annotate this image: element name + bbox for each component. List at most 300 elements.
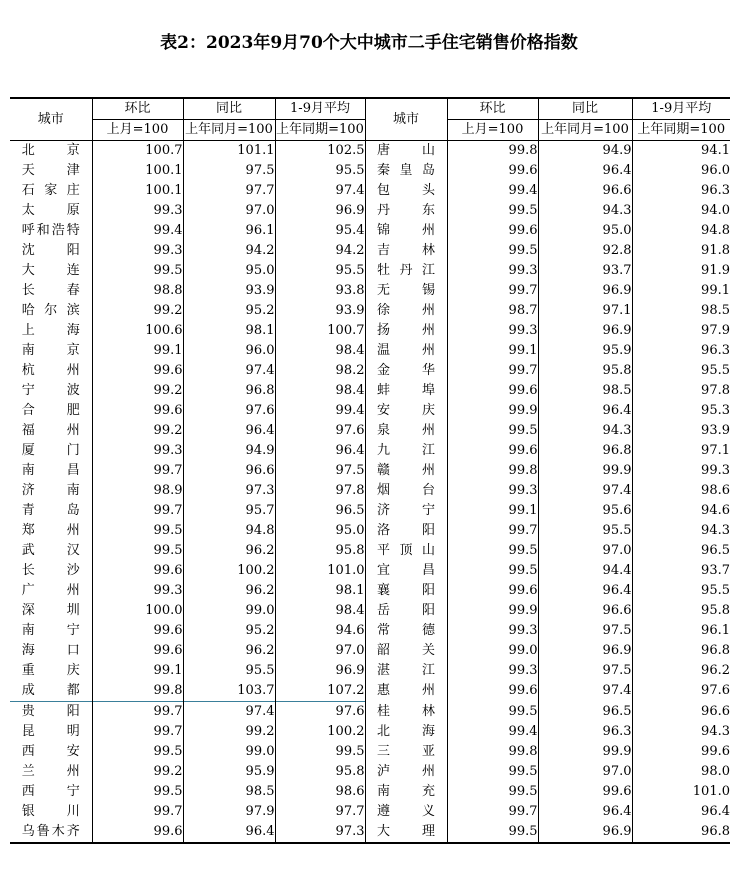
ytd-value: 94.3	[632, 722, 730, 742]
mom-value: 99.6	[447, 681, 538, 702]
city-cell	[10, 782, 92, 802]
mom-value: 99.5	[447, 782, 538, 802]
city-cell	[10, 661, 92, 681]
yoy-value: 94.3	[538, 421, 632, 441]
ytd-value: 95.8	[275, 541, 365, 561]
yoy-value: 97.0	[183, 201, 275, 221]
city-name: 济南	[21, 483, 80, 498]
mom-value: 99.5	[447, 762, 538, 782]
city-name: 杭州	[21, 363, 80, 378]
city-name: 贵阳	[21, 704, 80, 719]
ytd-value: 100.2	[275, 722, 365, 742]
yoy-value: 96.8	[538, 441, 632, 461]
city-cell	[10, 141, 92, 162]
city-name: 西安	[21, 744, 80, 759]
city-cell	[10, 501, 92, 521]
mom-value: 98.7	[447, 301, 538, 321]
yoy-value: 95.8	[538, 361, 632, 381]
city-name: 韶关	[377, 643, 435, 658]
mom-value: 99.4	[447, 181, 538, 201]
yoy-value: 96.4	[538, 161, 632, 181]
ytd-value: 98.4	[275, 341, 365, 361]
city-cell	[10, 641, 92, 661]
city-name: 洛阳	[377, 523, 435, 538]
table-row	[10, 301, 730, 321]
yoy-value: 96.9	[538, 822, 632, 843]
city-name: 泸州	[377, 764, 435, 779]
city-cell	[365, 822, 447, 843]
yoy-value: 97.3	[183, 481, 275, 501]
city-cell	[365, 361, 447, 381]
ytd-value: 102.5	[275, 141, 365, 162]
mom-value: 99.5	[92, 541, 183, 561]
city-cell	[365, 621, 447, 641]
city-cell	[365, 762, 447, 782]
ytd-value: 107.2	[275, 681, 365, 702]
yoy-value: 93.7	[538, 261, 632, 281]
yoy-value: 96.2	[183, 541, 275, 561]
yoy-header-right: 同比	[538, 98, 632, 120]
mom-value: 99.8	[447, 742, 538, 762]
yoy-value: 94.3	[538, 201, 632, 221]
table-row	[10, 161, 730, 181]
mom-value: 99.2	[92, 381, 183, 401]
city-cell	[365, 581, 447, 601]
ytd-value: 97.6	[275, 702, 365, 723]
mom-value: 99.8	[92, 681, 183, 702]
city-name: 兰州	[21, 764, 80, 779]
city-cell	[365, 742, 447, 762]
city-cell	[10, 722, 92, 742]
table-row	[10, 221, 730, 241]
city-cell	[365, 722, 447, 742]
table-row	[10, 702, 730, 723]
ytd-value: 99.6	[632, 742, 730, 762]
ytd-value: 97.7	[275, 802, 365, 822]
city-cell	[365, 461, 447, 481]
yoy-value: 98.5	[183, 782, 275, 802]
city-name: 福州	[21, 423, 80, 438]
yoy-value: 99.2	[183, 722, 275, 742]
city-name: 南昌	[21, 463, 80, 478]
ytd-value: 95.3	[632, 401, 730, 421]
city-cell	[365, 782, 447, 802]
mom-value: 99.3	[447, 261, 538, 281]
ytd-value: 96.6	[632, 702, 730, 723]
yoy-value: 96.4	[538, 401, 632, 421]
ytd-value: 98.2	[275, 361, 365, 381]
table-row	[10, 481, 730, 501]
table-row	[10, 181, 730, 201]
city-cell	[10, 421, 92, 441]
table-row	[10, 601, 730, 621]
yoy-subheader-right: 上年同月=100	[538, 120, 632, 141]
city-cell	[10, 341, 92, 361]
yoy-subheader-left: 上年同月=100	[183, 120, 275, 141]
ytd-value: 97.0	[275, 641, 365, 661]
city-cell	[10, 802, 92, 822]
ytd-value: 93.9	[275, 301, 365, 321]
city-cell	[365, 481, 447, 501]
table-row	[10, 261, 730, 281]
city-cell	[10, 361, 92, 381]
table-row	[10, 681, 730, 702]
city-cell	[10, 201, 92, 221]
city-name: 安庆	[377, 403, 435, 418]
mom-value: 99.5	[447, 541, 538, 561]
city-name: 南京	[21, 343, 80, 358]
ytd-value: 96.0	[632, 161, 730, 181]
ytd-value: 95.8	[275, 762, 365, 782]
ytd-value: 98.4	[275, 601, 365, 621]
city-name: 温州	[377, 343, 435, 358]
city-cell	[10, 561, 92, 581]
table-row	[10, 621, 730, 641]
city-cell	[10, 702, 92, 723]
yoy-value: 97.4	[183, 702, 275, 723]
ytd-value: 97.6	[632, 681, 730, 702]
ytd-value: 96.2	[632, 661, 730, 681]
city-cell	[10, 822, 92, 843]
table-row	[10, 782, 730, 802]
city-name: 包头	[377, 183, 435, 198]
city-cell	[10, 621, 92, 641]
yoy-value: 95.9	[183, 762, 275, 782]
city-name: 深圳	[21, 603, 80, 618]
mom-value: 99.8	[447, 461, 538, 481]
city-name: 重庆	[21, 663, 80, 678]
mom-value: 99.5	[447, 822, 538, 843]
city-name: 广州	[21, 583, 80, 598]
mom-value: 99.4	[447, 722, 538, 742]
city-cell	[10, 441, 92, 461]
mom-value: 98.8	[92, 281, 183, 301]
mom-value: 99.3	[447, 481, 538, 501]
yoy-value: 96.6	[538, 181, 632, 201]
ytd-value: 95.4	[275, 221, 365, 241]
city-name: 昆明	[21, 724, 80, 739]
city-cell	[365, 241, 447, 261]
table-row	[10, 141, 730, 162]
city-name: 无锡	[377, 283, 435, 298]
mom-header-left: 环比	[92, 98, 183, 120]
ytd-value: 94.8	[632, 221, 730, 241]
city-cell	[10, 181, 92, 201]
city-name: 襄阳	[377, 583, 435, 598]
ytd-value: 95.5	[275, 261, 365, 281]
city-cell	[10, 521, 92, 541]
ytd-value: 99.4	[275, 401, 365, 421]
ytd-value: 96.4	[632, 802, 730, 822]
yoy-value: 99.9	[538, 461, 632, 481]
yoy-value: 95.5	[183, 661, 275, 681]
city-cell	[365, 321, 447, 341]
yoy-value: 95.0	[183, 261, 275, 281]
city-name: 扬州	[377, 323, 435, 338]
city-name: 合肥	[21, 403, 80, 418]
city-cell	[365, 681, 447, 702]
ytd-value: 96.5	[632, 541, 730, 561]
table-row	[10, 661, 730, 681]
mom-value: 99.6	[447, 441, 538, 461]
city-name: 吉林	[377, 243, 435, 258]
mom-value: 99.7	[447, 521, 538, 541]
yoy-value: 94.2	[183, 241, 275, 261]
city-name: 沈阳	[21, 243, 80, 258]
city-cell	[10, 161, 92, 181]
ytd-header-left: 1-9月平均	[275, 98, 365, 120]
city-cell	[10, 261, 92, 281]
table-row	[10, 201, 730, 221]
mom-value: 99.7	[447, 802, 538, 822]
city-cell	[365, 161, 447, 181]
mom-value: 99.7	[447, 361, 538, 381]
yoy-value: 96.4	[538, 802, 632, 822]
ytd-value: 93.7	[632, 561, 730, 581]
city-name: 南充	[377, 784, 435, 799]
mom-value: 99.1	[92, 341, 183, 361]
city-name: 武汉	[21, 543, 80, 558]
mom-value: 100.7	[92, 141, 183, 162]
ytd-value: 97.8	[275, 481, 365, 501]
yoy-value: 98.1	[183, 321, 275, 341]
city-cell	[365, 221, 447, 241]
mom-value: 99.1	[447, 501, 538, 521]
city-name: 赣州	[377, 463, 435, 478]
ytd-value: 96.3	[632, 181, 730, 201]
yoy-value: 97.5	[183, 161, 275, 181]
ytd-value: 93.9	[632, 421, 730, 441]
mom-value: 99.9	[447, 401, 538, 421]
city-header-left: 城市	[10, 98, 92, 141]
ytd-value: 101.0	[632, 782, 730, 802]
yoy-value: 94.9	[538, 141, 632, 162]
yoy-value: 99.0	[183, 601, 275, 621]
yoy-value: 96.6	[183, 461, 275, 481]
city-cell	[365, 301, 447, 321]
table-row	[10, 581, 730, 601]
city-cell	[10, 301, 92, 321]
city-name: 北京	[21, 143, 80, 158]
city-cell	[365, 141, 447, 162]
city-cell	[10, 281, 92, 301]
mom-value: 99.5	[447, 561, 538, 581]
city-cell	[10, 381, 92, 401]
table-row	[10, 281, 730, 301]
yoy-value: 94.8	[183, 521, 275, 541]
city-name: 北海	[377, 724, 435, 739]
mom-value: 99.6	[92, 361, 183, 381]
mom-value: 99.3	[447, 621, 538, 641]
mom-value: 99.5	[92, 742, 183, 762]
ytd-value: 95.0	[275, 521, 365, 541]
ytd-value: 98.5	[632, 301, 730, 321]
price-index-table	[10, 97, 730, 844]
city-name: 成都	[21, 683, 80, 698]
ytd-value: 97.3	[275, 822, 365, 843]
ytd-value: 99.1	[632, 281, 730, 301]
mom-value: 99.6	[447, 381, 538, 401]
table-row	[10, 321, 730, 341]
yoy-value: 96.4	[183, 822, 275, 843]
city-name: 九江	[377, 443, 435, 458]
mom-value: 100.1	[92, 161, 183, 181]
yoy-value: 95.5	[538, 521, 632, 541]
table-row	[10, 241, 730, 261]
city-cell	[365, 702, 447, 723]
yoy-value: 97.1	[538, 301, 632, 321]
mom-value: 99.2	[92, 301, 183, 321]
ytd-subheader-right: 上年同期=100	[632, 120, 730, 141]
table-row	[10, 742, 730, 762]
city-name: 桂林	[377, 703, 435, 719]
ytd-value: 91.9	[632, 261, 730, 281]
mom-value: 99.5	[92, 261, 183, 281]
table-row	[10, 501, 730, 521]
yoy-value: 96.4	[538, 581, 632, 601]
city-name: 宜昌	[377, 563, 435, 578]
mom-header-right: 环比	[447, 98, 538, 120]
yoy-value: 97.4	[538, 481, 632, 501]
table-row	[10, 401, 730, 421]
city-cell	[10, 461, 92, 481]
mom-value: 99.2	[92, 762, 183, 782]
mom-value: 100.0	[92, 601, 183, 621]
city-cell	[10, 401, 92, 421]
city-name: 蚌埠	[377, 383, 435, 398]
city-name: 惠州	[377, 683, 435, 699]
mom-value: 99.3	[92, 581, 183, 601]
city-name: 哈尔滨	[21, 303, 80, 318]
mom-value: 99.6	[447, 221, 538, 241]
ytd-value: 95.5	[632, 581, 730, 601]
table-row	[10, 641, 730, 661]
mom-value: 99.6	[447, 581, 538, 601]
city-name: 唐山	[377, 143, 435, 158]
city-cell	[10, 541, 92, 561]
city-name: 岳阳	[377, 603, 435, 618]
table-row	[10, 802, 730, 822]
yoy-value: 95.9	[538, 341, 632, 361]
city-name: 金华	[377, 363, 435, 378]
table-row	[10, 722, 730, 742]
city-cell	[365, 501, 447, 521]
yoy-value: 96.9	[538, 321, 632, 341]
mom-value: 99.7	[447, 281, 538, 301]
mom-value: 99.3	[92, 201, 183, 221]
ytd-value: 94.6	[275, 621, 365, 641]
ytd-value: 96.4	[275, 441, 365, 461]
ytd-value: 101.0	[275, 561, 365, 581]
mom-value: 99.6	[447, 161, 538, 181]
table-body	[10, 141, 730, 844]
yoy-value: 96.5	[538, 702, 632, 723]
city-cell	[10, 321, 92, 341]
mom-value: 100.1	[92, 181, 183, 201]
mom-value: 99.2	[92, 421, 183, 441]
city-cell	[365, 381, 447, 401]
mom-value: 99.5	[447, 201, 538, 221]
city-cell	[365, 181, 447, 201]
yoy-value: 97.5	[538, 621, 632, 641]
ytd-value: 94.2	[275, 241, 365, 261]
yoy-value: 95.7	[183, 501, 275, 521]
yoy-value: 99.0	[183, 742, 275, 762]
city-cell	[365, 561, 447, 581]
ytd-value: 99.5	[275, 742, 365, 762]
yoy-value: 96.1	[183, 221, 275, 241]
city-cell	[10, 581, 92, 601]
mom-value: 100.6	[92, 321, 183, 341]
city-name: 南宁	[21, 623, 80, 638]
mom-value: 99.3	[92, 241, 183, 261]
mom-value: 99.7	[92, 722, 183, 742]
yoy-value: 96.0	[183, 341, 275, 361]
mom-subheader-left: 上月=100	[92, 120, 183, 141]
city-cell	[365, 401, 447, 421]
city-name: 郑州	[21, 523, 80, 538]
mom-value: 99.5	[447, 702, 538, 723]
mom-value: 99.3	[92, 441, 183, 461]
mom-value: 99.1	[92, 661, 183, 681]
table-row	[10, 561, 730, 581]
city-name: 长沙	[21, 563, 80, 578]
yoy-value: 95.0	[538, 221, 632, 241]
city-name: 海口	[21, 643, 80, 658]
city-name: 徐州	[377, 303, 435, 318]
ytd-value: 94.3	[632, 521, 730, 541]
yoy-value: 97.0	[538, 541, 632, 561]
yoy-value: 95.2	[183, 301, 275, 321]
city-cell	[10, 601, 92, 621]
ytd-value: 95.5	[275, 161, 365, 181]
mom-value: 99.7	[92, 501, 183, 521]
city-cell	[365, 421, 447, 441]
ytd-value: 97.6	[275, 421, 365, 441]
mom-value: 99.3	[447, 321, 538, 341]
city-name: 牡丹江	[377, 263, 435, 278]
city-name: 济宁	[377, 503, 435, 518]
ytd-value: 97.5	[275, 461, 365, 481]
city-name: 遵义	[377, 804, 435, 819]
city-name: 秦皇岛	[377, 163, 435, 178]
yoy-value: 94.4	[538, 561, 632, 581]
city-name: 大连	[21, 263, 80, 278]
mom-value: 99.7	[92, 702, 183, 723]
yoy-value: 93.9	[183, 281, 275, 301]
yoy-value: 97.6	[183, 401, 275, 421]
ytd-value: 98.4	[275, 381, 365, 401]
yoy-value: 97.7	[183, 181, 275, 201]
city-cell	[365, 201, 447, 221]
mom-value: 99.4	[92, 221, 183, 241]
city-cell	[10, 742, 92, 762]
ytd-header-right: 1-9月平均	[632, 98, 730, 120]
table-row	[10, 381, 730, 401]
table-row	[10, 541, 730, 561]
table-row	[10, 762, 730, 782]
ytd-value: 98.6	[632, 481, 730, 501]
mom-value: 99.6	[92, 621, 183, 641]
city-name: 厦门	[21, 443, 80, 458]
ytd-value: 96.9	[275, 201, 365, 221]
yoy-header-left: 同比	[183, 98, 275, 120]
yoy-value: 96.2	[183, 581, 275, 601]
ytd-value: 95.5	[632, 361, 730, 381]
city-name: 西宁	[21, 784, 80, 799]
yoy-value: 99.6	[538, 782, 632, 802]
mom-value: 99.3	[447, 661, 538, 681]
